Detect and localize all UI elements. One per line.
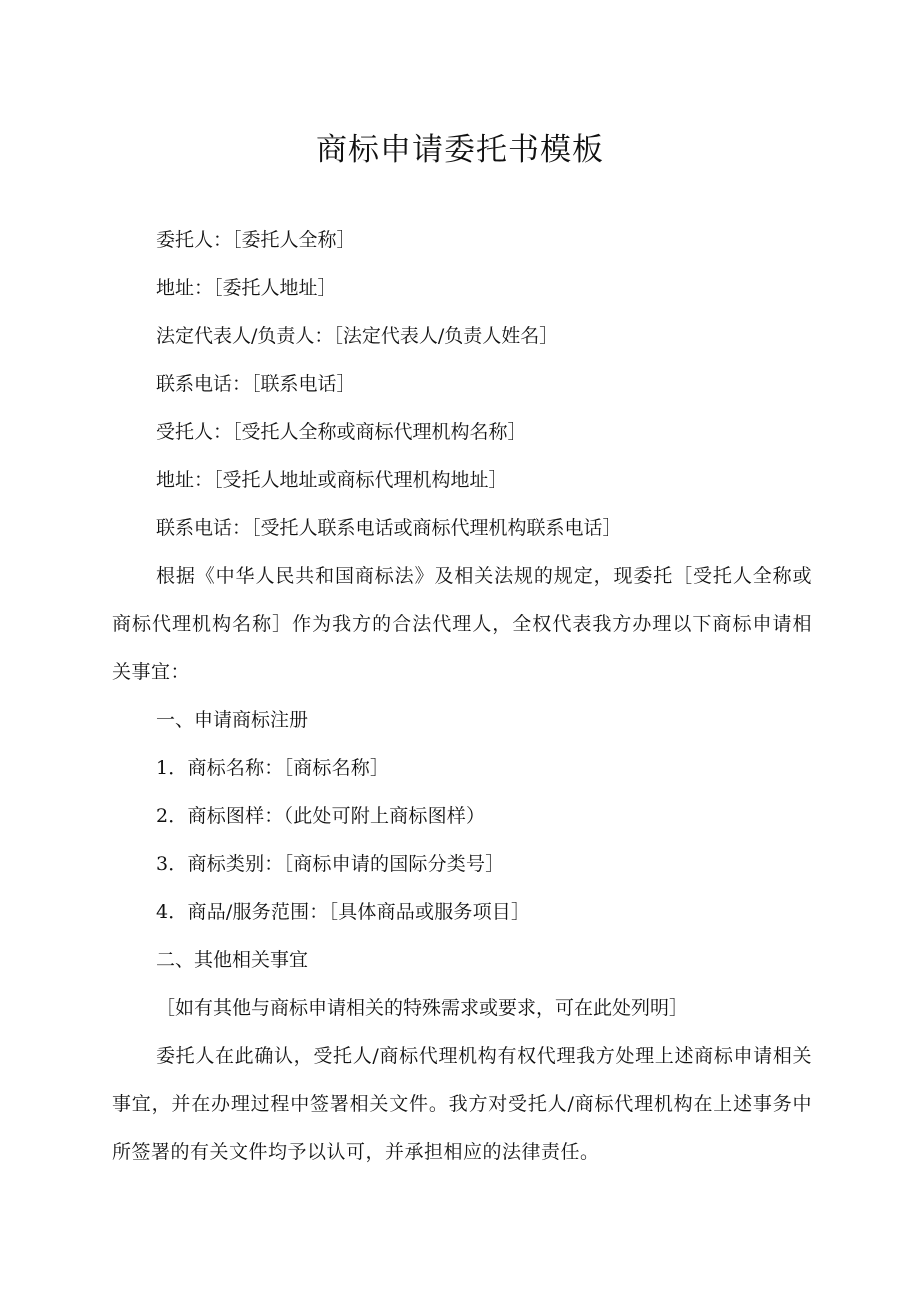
agent-address-line: 地址：［受托人地址或商标代理机构地址］: [156, 469, 508, 491]
client-name-line: 委托人：［委托人全称］: [156, 229, 356, 251]
agent-name-line: 受托人：［受托人全称或商标代理机构名称］: [156, 421, 527, 443]
legal-representative-line: 法定代表人/负责人：［法定代表人/负责人姓名］: [156, 325, 559, 347]
goods-services-item: 4．商品/服务范围：［具体商品或服务项目］: [156, 901, 531, 923]
document-body: [112, 216, 812, 1176]
section1-heading: 一、申请商标注册: [156, 709, 309, 731]
document-title: 商标申请委托书模板: [316, 132, 604, 168]
client-address-line: 地址：［委托人地址］: [156, 277, 337, 299]
section2-text: ［如有其他与商标申请相关的特殊需求或要求，可在此处列明］: [156, 997, 689, 1019]
section2-heading: 二、其他相关事宜: [156, 949, 309, 971]
trademark-image-item: 2．商标图样：（此处可附上商标图样）: [156, 805, 486, 827]
trademark-name-item: 1．商标名称：［商标名称］: [156, 757, 390, 779]
agent-phone-line: 联系电话：［受托人联系电话或商标代理机构联系电话］: [156, 517, 622, 539]
intro-paragraph: 根据《中华人民共和国商标法》及相关法规的规定，现委托［受托人全称或商标代理机构名称］作为我方的合法代理人，全权代表我方办理以下商标申请相关事宜：: [112, 565, 812, 683]
confirm-paragraph: 委托人在此确认，受托人/商标代理机构有权代理我方处理上述商标申请相关事宜，并在办理过程中签署相关文件。我方对受托人/商标代理机构在上述事务中所签署的有关文件均予以认可，并承担相应的法律责任。: [112, 1045, 812, 1163]
client-phone-line: 联系电话：［联系电话］: [156, 373, 356, 395]
trademark-class-item: 3．商标类别：［商标申请的国际分类号］: [156, 853, 505, 875]
